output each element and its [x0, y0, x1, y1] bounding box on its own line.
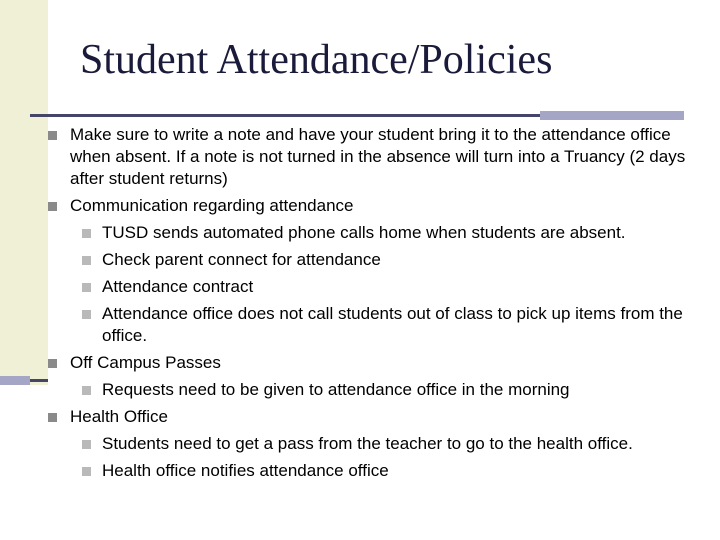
bullet-text: Make sure to write a note and have your student bring it to the attendance office when absent. If a note is not turned in the absence will turn into a Truancy (2 days after student returns): [70, 125, 686, 188]
sub-bullet-requests-morning: [48, 379, 708, 401]
bullet-list: [48, 119, 708, 482]
square-bullet-icon: [48, 202, 57, 211]
square-bullet-icon: [82, 386, 91, 395]
sub-bullet-health-pass: [48, 433, 708, 455]
bullet-item-health-office: [48, 406, 708, 428]
bullet-text: Students need to get a pass from the teacher to go to the health office.: [102, 434, 633, 453]
square-bullet-icon: [82, 467, 91, 476]
bullet-item-communication: [48, 195, 708, 217]
square-bullet-icon: [82, 229, 91, 238]
bullet-text: Check parent connect for attendance: [102, 250, 381, 269]
bullet-text: Requests need to be given to attendance office in the morning: [102, 380, 570, 399]
bullet-text: Attendance contract: [102, 277, 254, 296]
square-bullet-icon: [82, 310, 91, 319]
sub-bullet-health-notifies: [48, 460, 708, 482]
square-bullet-icon: [48, 413, 57, 422]
left-rule: [30, 379, 48, 382]
square-bullet-icon: [48, 359, 57, 368]
slide-title: Student Attendance/Policies: [80, 37, 553, 83]
bullet-item-note-policy: [48, 124, 708, 190]
square-bullet-icon: [82, 256, 91, 265]
bullet-item-off-campus: [48, 352, 708, 374]
bullet-text: Off Campus Passes: [70, 353, 221, 372]
square-bullet-icon: [82, 283, 91, 292]
square-bullet-icon: [48, 131, 57, 140]
sub-bullet-parent-connect: [48, 249, 708, 271]
bullet-text: Health office notifies attendance office: [102, 461, 389, 480]
left-rule-accent: [0, 376, 30, 385]
bullet-text: Communication regarding attendance: [70, 196, 354, 215]
sub-bullet-phone-calls: [48, 222, 708, 244]
sub-bullet-attendance-contract: [48, 276, 708, 298]
bullet-text: Attendance office does not call students out of class to pick up items from the office.: [102, 304, 683, 345]
left-decorative-band: [0, 0, 48, 385]
square-bullet-icon: [82, 440, 91, 449]
bullet-text: TUSD sends automated phone calls home when students are absent.: [102, 223, 626, 242]
sub-bullet-pickup-items: [48, 303, 708, 347]
bullet-text: Health Office: [70, 407, 168, 426]
